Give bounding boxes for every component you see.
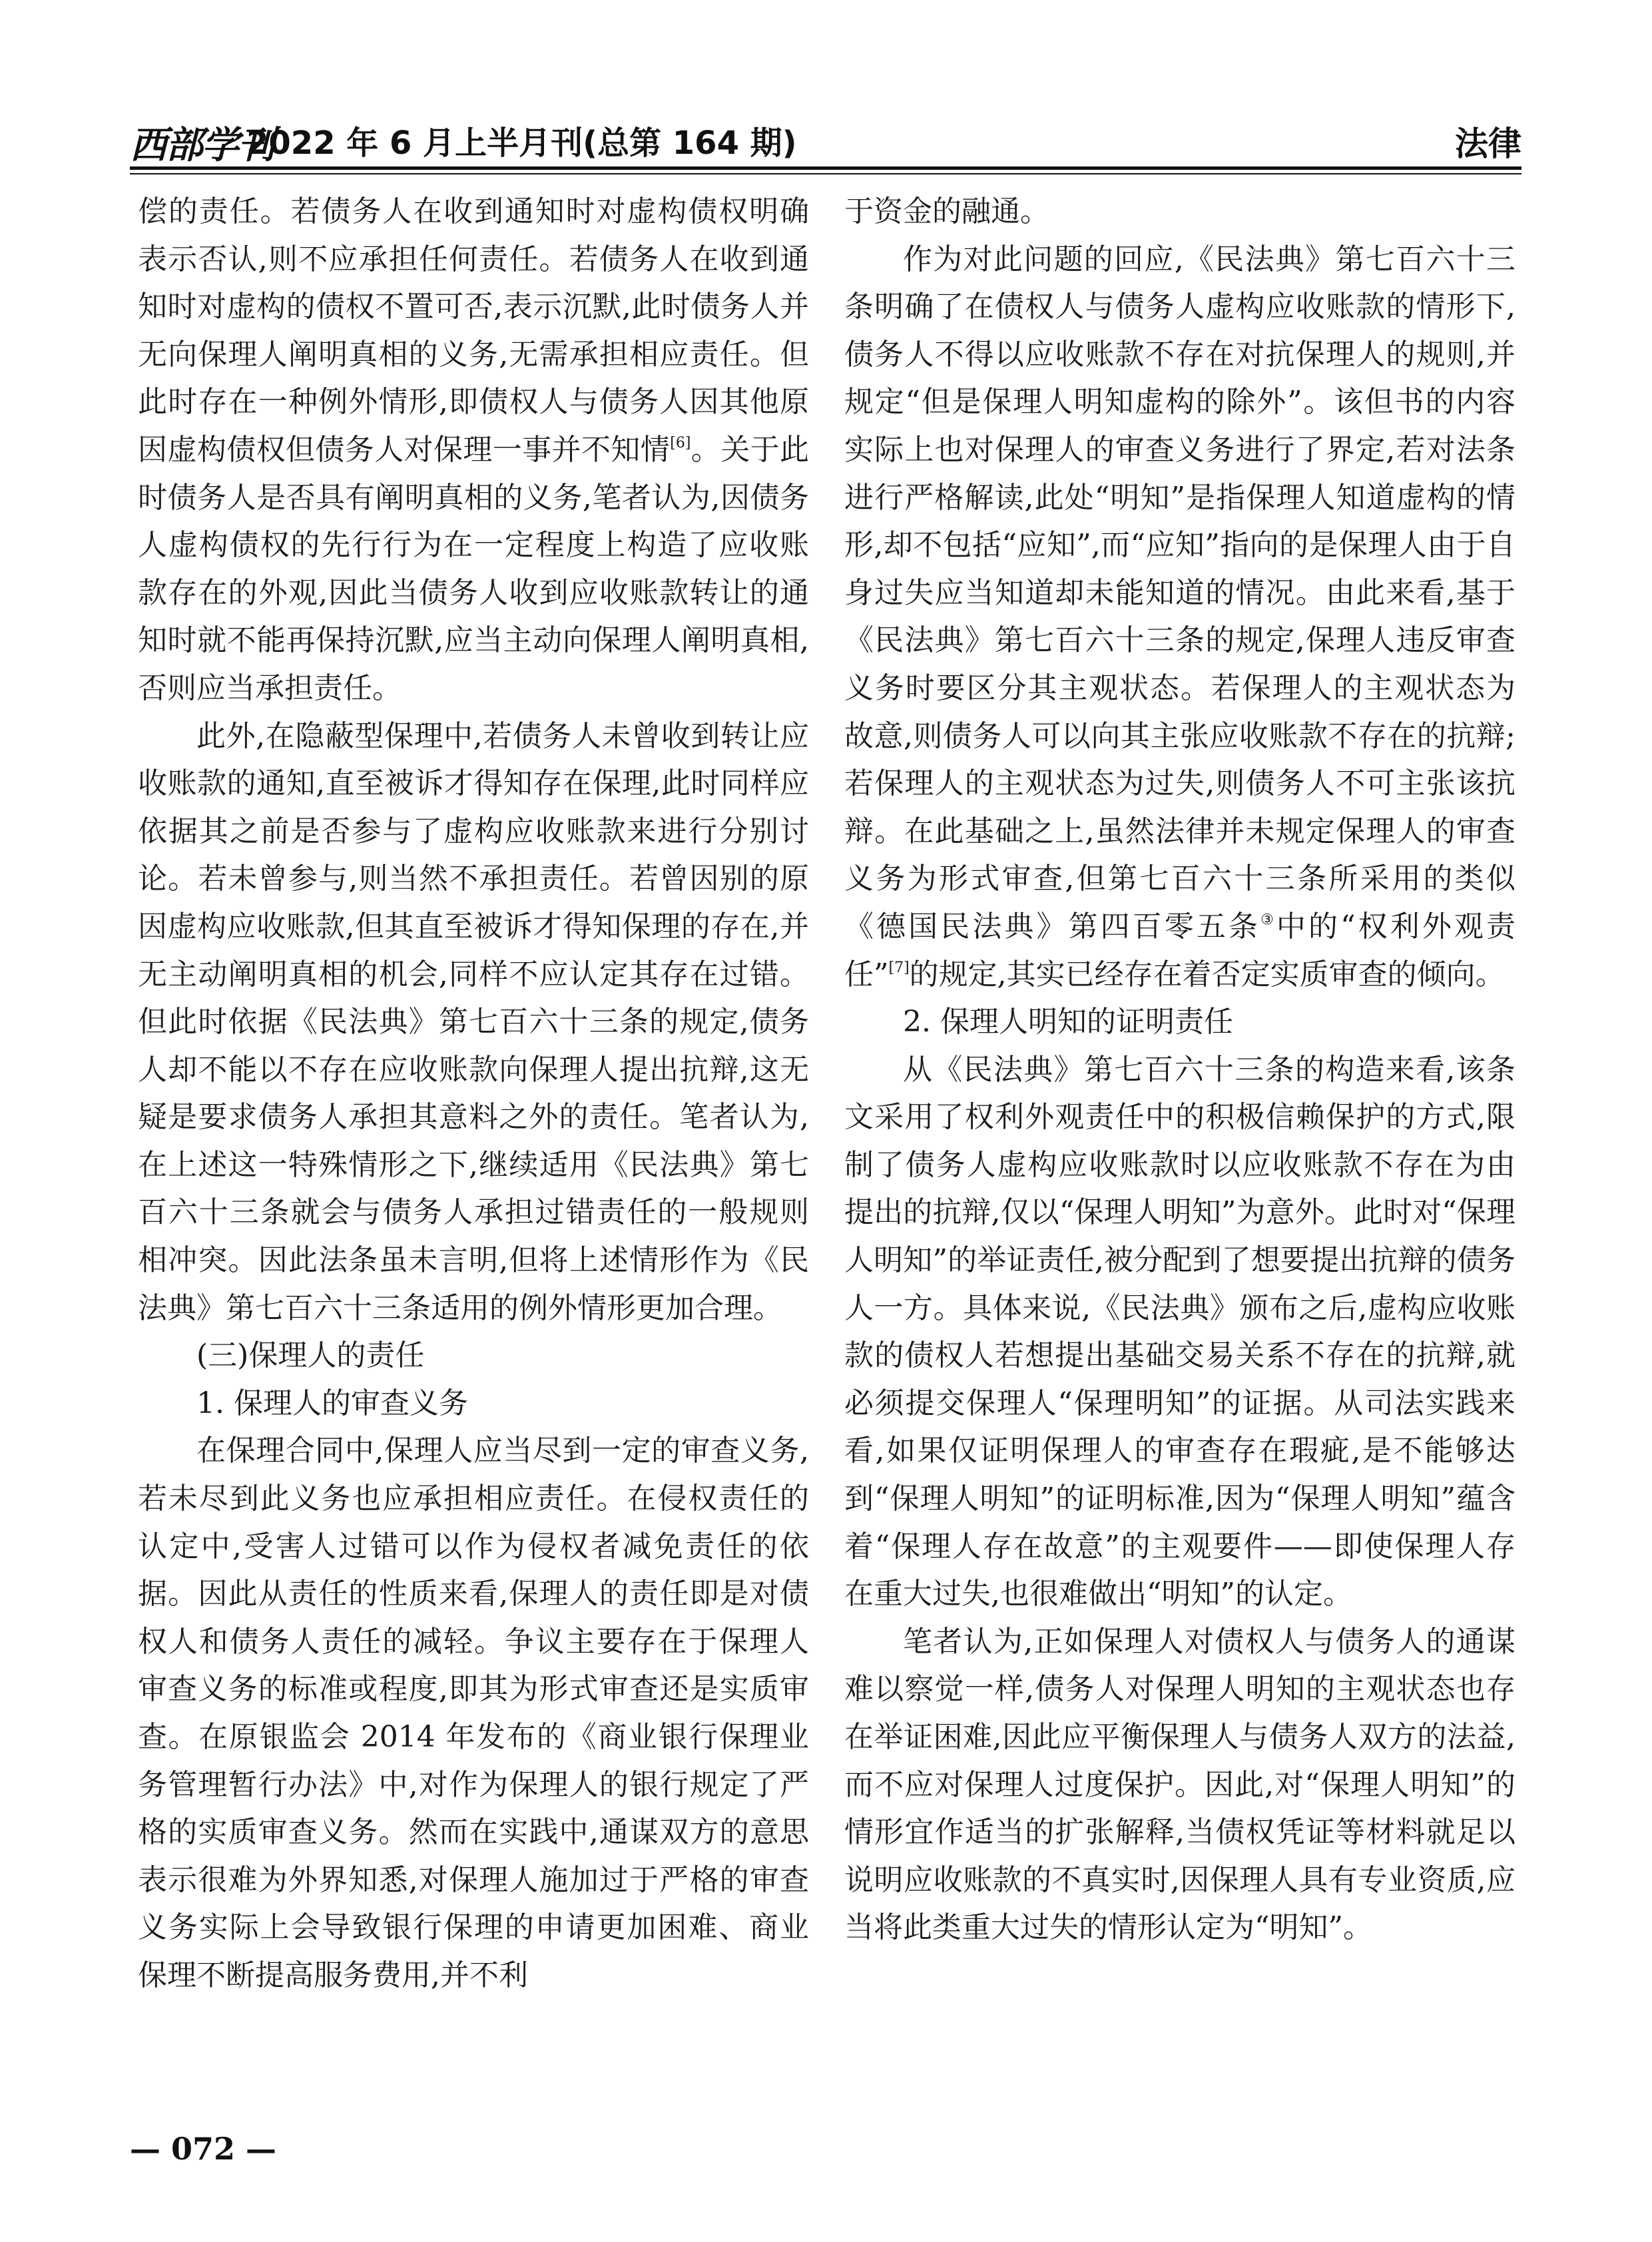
paragraph-text: 的规定,其实已经存在着否定实质审查的倾向。 <box>909 957 1505 991</box>
paragraph-text: 中的“权利外观责任” <box>844 909 1515 991</box>
section-heading: (三)保理人的责任 <box>196 1338 425 1373</box>
page-header <box>130 112 1521 165</box>
paragraph <box>844 236 1515 999</box>
subsection-heading: 1. 保理人的审查义务 <box>196 1386 468 1420</box>
page-number: — 072 — <box>130 2131 277 2167</box>
right-column <box>844 188 1515 1952</box>
paragraph: 从《民法典》第七百六十三条的构造来看,该条文采用了权利外观责任中的积极信赖保护的方式,限制了债务人虚构应收账款时以应收账款不存在为由提出的抗辩,仅以“保理人明知”为意外。此时对“保理人明知”的举证责任,被分配到了想要提出抗辩的债务人一方。具体来说,《民法典》颁布之后,虚构应收账款的债权人若想提出基础交易关系不存在的抗辩,就必须提交保理人“保理明知”的证据。从司法实践来看,如果仅证明保理人的审查存在瑕疵,是不能够达到“保理人明知”的证明标准,因为“保理人明知”蕴含着“保理人存在故意”的主观要件——即使保理人存在重大过失,也很难做出“明知”的认定。 <box>844 1052 1515 1611</box>
paragraph-text: 。关于此时债务人是否具有阐明真相的义务,笔者认为,因债务人虚构债权的先行行为在一定程度上构造了应收账款存在的外观,因此当债务人收到应收账款转让的通知时就不能再保持沉默,应当主动向保理人阐明真相,否则应当承担责任。 <box>138 432 810 705</box>
header-rule <box>130 166 1521 174</box>
paragraph <box>138 188 809 712</box>
paragraph: 在保理合同中,保理人应当尽到一定的审查义务,若未尽到此义务也应承担相应责任。在侵权责任的认定中,受害人过错可以作为侵权者减免责任的依据。因此从责任的性质来看,保理人的责任即是对债权人和债务人责任的减轻。争议主要存在于保理人审查义务的标准或程度,即其为形式审查还是实质审查。在原银监会 2014 年发布的《商业银行保理业务管理暂行办法》中,对作为保理人的银行规定了严格的实质审查义务。然而在实践中,通谋双方的意思表示很难为外界知悉,对保理人施加过于严格的审查义务实际上会导致银行保理的申请更加困难、商业保理不断提高服务费用,并不利 <box>138 1434 809 1992</box>
paragraph: 笔者认为,正如保理人对债权人与债务人的通谋难以察觉一样,债务人对保理人明知的主观状态也存在举证困难,因此应平衡保理人与债务人双方的法益,而不应对保理人过度保护。因此,对“保理人明知”的情形宜作适当的扩张解释,当债权凭证等材料就足以说明应收账款的不真实时,因保理人具有专业资质,应当将此类重大过失的情形认定为“明知”。 <box>844 1624 1515 1945</box>
paragraph-text: 偿的责任。若债务人在收到通知时对虚构债权明确表示否认,则不应承担任何责任。若债务人在收到通知时对虚构的债权不置可否,表示沉默,此时债务人并无向保理人阐明真相的义务,无需承担相应责任。但此时存在一种例外情形,即债权人与债务人因其他原因虚构债权但债务人对保理一事并不知情 <box>138 194 809 467</box>
paragraph-text: 作为对此问题的回应,《民法典》第七百六十三条明确了在债权人与债务人虚构应收账款的情形下,债务人不得以应收账款不存在对抗保理人的规则,并规定“但是保理人明知虚构的除外”。该但书的内容实际上也对保理人的审查义务进行了界定,若对法条进行严格解读,此处“明知”是指保理人知道虚构的情形,却不包括“应知”,而“应知”指向的是保理人由于自身过失应当知道却未能知道的情况。由此来看,基于《民法典》第七百六十三条的规定,保理人违反审查义务时要区分其主观状态。若保理人的主观状态为故意,则债务人可以向其主张应收账款不存在的抗辩;若保理人的主观状态为过失,则债务人不可主张该抗辩。在此基础之上,虽然法律并未规定保理人的审查义务为形式审查,但第七百六十三条所采用的类似《德国民法典》第四百零五条 <box>844 242 1515 944</box>
subsection-heading: 2. 保理人明知的证明责任 <box>903 1005 1233 1039</box>
left-column <box>138 188 809 2000</box>
section-label: 法律 <box>1455 125 1521 163</box>
footnote-marker: ③ <box>1260 911 1276 928</box>
issue-info: 2022 年 6 月上半月刊(总第 164 期) <box>246 125 797 162</box>
citation-ref: [7] <box>888 959 910 976</box>
journal-logo: 西部学刊 <box>130 123 274 167</box>
paragraph: 于资金的融通。 <box>844 194 1049 228</box>
citation-ref: [6] <box>670 434 691 451</box>
paragraph: 此外,在隐蔽型保理中,若债务人未曾收到转让应收账款的通知,直至被诉才得知存在保理,此时同样应依据其之前是否参与了虚构应收账款来进行分别讨论。若未曾参与,则当然不承担责任。若曾因别的原因虚构应收账款,但其直至被诉才得知保理的存在,并无主动阐明真相的机会,同样不应认定其存在过错。但此时依据《民法典》第七百六十三条的规定,债务人却不能以不存在应收账款向保理人提出抗辩,这无疑是要求债务人承担其意料之外的责任。笔者认为,在上述这一特殊情形之下,继续适用《民法典》第七百六十三条就会与债务人承担过错责任的一般规则相冲突。因此法条虽未言明,但将上述情形作为《民法典》第七百六十三条适用的例外情形更加合理。 <box>138 718 809 1325</box>
